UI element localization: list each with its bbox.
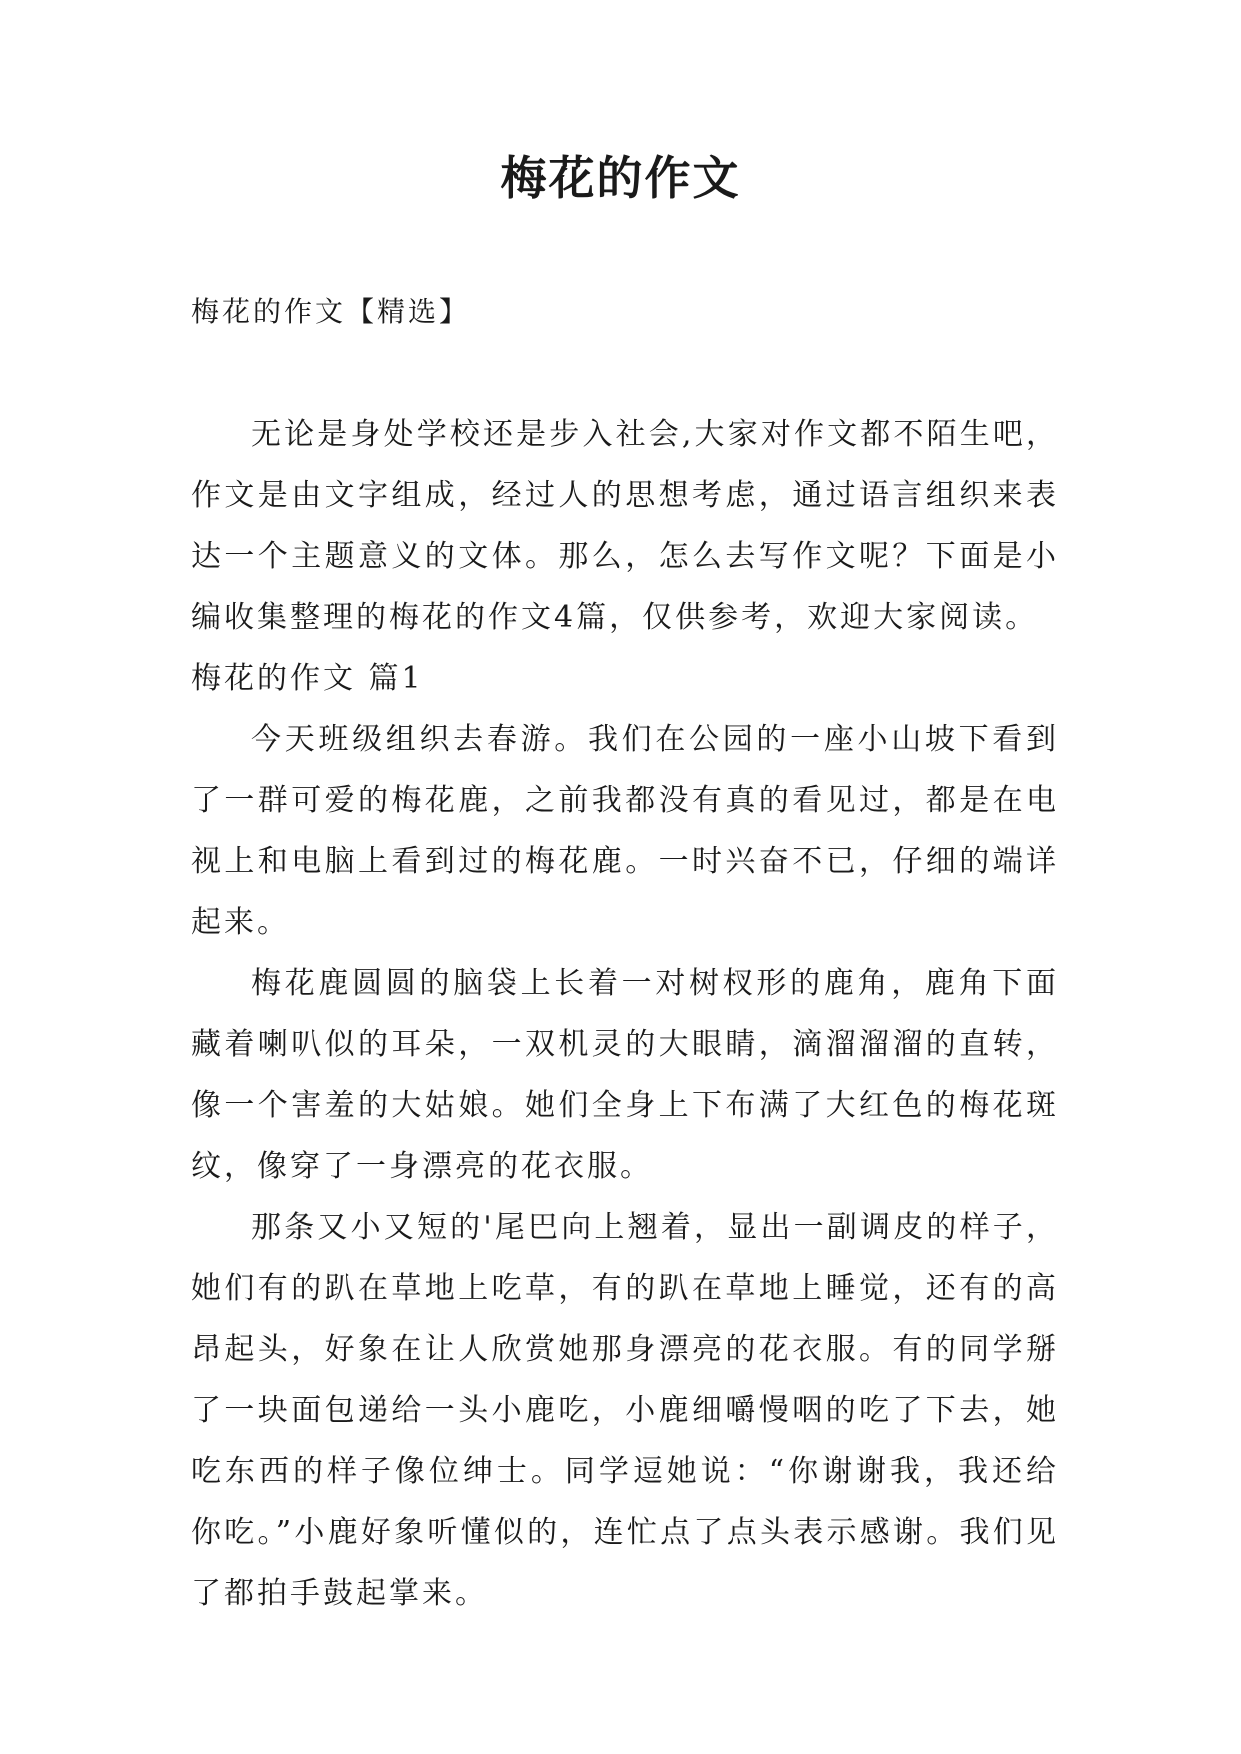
body-paragraph: 梅花鹿圆圆的脑袋上长着一对树杈形的鹿角，鹿角下面藏着喇叭似的耳朵，一双机灵的大眼睛，滴溜溜溜的直转，像一个害羞的大姑娘。她们全身上下布满了大红色的梅花斑纹，像穿了一身漂亮的花衣服。 xyxy=(191,966,1059,1184)
document-title: 梅花的作文 xyxy=(500,151,741,205)
body-paragraph: 今天班级组织去春游。我们在公园的一座小山坡下看到了一群可爱的梅花鹿，之前我都没有真的看见过，都是在电视上和电脑上看到过的梅花鹿。一时兴奋不已，仔细的端详起来。 xyxy=(191,722,1059,940)
section-heading: 梅花的作文 篇1 xyxy=(191,661,424,696)
intro-paragraph: 无论是身处学校还是步入社会,大家对作文都不陌生吧，作文是由文字组成，经过人的思想考虑，通过语言组织来表达一个主题意义的文体。那么，怎么去写作文呢？下面是小编收集整理的梅花的作文4篇，仅供参考，欢迎大家阅读。 xyxy=(191,417,1059,635)
body-paragraph: 那条又小又短的'尾巴向上翘着，显出一副调皮的样子，她们有的趴在草地上吃草，有的趴在草地上睡觉，还有的高昂起头，好象在让人欣赏她那身漂亮的花衣服。有的同学掰了一块面包递给一头小鹿吃，小鹿细嚼慢咽的吃了下去，她吃东西的样子像位绅士。同学逗她说：“你谢谢我，我还给你吃。”小鹿好象听懂似的，连忙点了点头表示感谢。我们见了都拍手鼓起掌来。 xyxy=(191,1210,1059,1611)
document-body xyxy=(191,404,1059,1624)
document-subtitle: 梅花的作文【精选】 xyxy=(191,295,471,328)
